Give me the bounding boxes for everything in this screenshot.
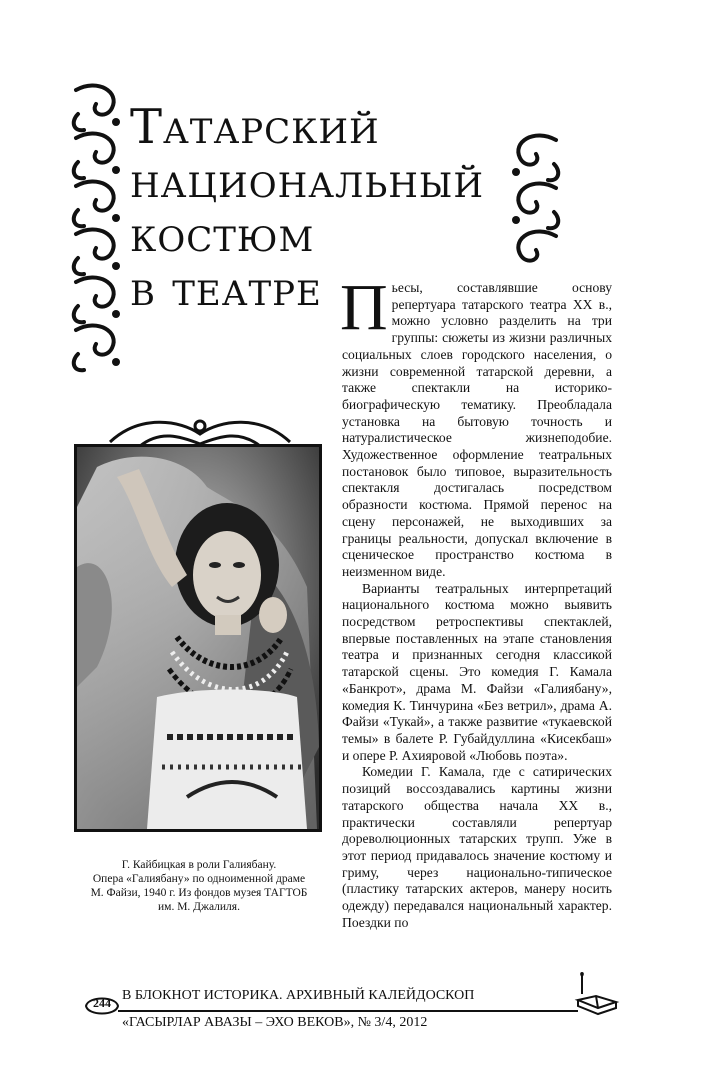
title-line-4: в театре: [130, 261, 322, 317]
left-ornament: [68, 78, 126, 378]
footer-journal: «ГАСЫРЛАР АВАЗЫ – ЭХО ВЕКОВ», № 3/4, 2012: [122, 1015, 428, 1030]
caption-line-2: Опера «Галиябану» по одноименной драме: [92, 873, 306, 885]
right-ornament: [506, 128, 564, 268]
footer-section-title: В БЛОКНОТ ИСТОРИКА. АРХИВНЫЙ КАЛЕЙДОСКОП: [122, 988, 475, 1003]
title-line-2: национальный: [130, 153, 485, 209]
caption-line-4: им. М. Джалиля.: [158, 901, 240, 913]
drop-cap: П: [340, 271, 388, 344]
photo: [74, 444, 322, 832]
book-candle-icon: [572, 972, 620, 1016]
title-line-1: Татарский: [130, 99, 380, 155]
article-body: [340, 271, 612, 931]
paragraph-3: Комедии Г. Камала, где с сатирических позиций воссоздавались картины жизни татарского общества начала XX в., практически составляли репертуар дореволюционных татарских трупп. Уже в этот период придавалось значение костюму и гриму, через национально-типическое (пластику татарских актеров, манеру носить одежду) передавался национальный характер. Поездки по: [342, 764, 612, 930]
paragraph-1: [340, 271, 612, 581]
footer-divider: [118, 1010, 578, 1012]
caption-line-3: М. Файзи, 1940 г. Из фондов музея ТАГТОБ: [90, 887, 308, 899]
page-number: 244: [93, 996, 111, 1010]
paragraph-1-text: ьесы, составлявшие основу репертуара татарского театра XX в., можно условно разделить на три группы: сюжеты из жизни различных социальных слоев городского населения, о жизни современной татарской деревни, а также спектакли на историко-биографическую тематику. Преобладала установка на бытовую точность и натуралистическое жизнеподобие. Художественное оформление театральных постановок было типовое, выразительность спектакля достигалась посредством образности костюма. Прямой перенос на сцену персонажей, не выходивших за границы реальности, допускал включение в сценическое пространство костюма в неизменном виде.: [342, 280, 612, 579]
title-line-3: костюм: [130, 207, 315, 263]
paragraph-2: Варианты театральных интерпретаций национального костюма можно выявить посредством ретроспективы спектаклей, впервые поставленных на этапе становления театра и признанных сегодня классикой татарской сцены. Это комедия Г. Камала «Банкрот», драма М. Файзи «Галиябану», комедия К. Тинчурина «Без ветрил», драма А. Файзи «Тукай», а также развитие «тукаевской темы» в балете Р. Губайдуллина «Кисекбаш» и опере Р. Ахияровой «Любовь поэта».: [342, 580, 612, 763]
caption-line-1: Г. Кайбицкая в роли Галиябану.: [121, 859, 277, 871]
photo-image: [77, 447, 319, 829]
photo-caption: [74, 858, 324, 914]
